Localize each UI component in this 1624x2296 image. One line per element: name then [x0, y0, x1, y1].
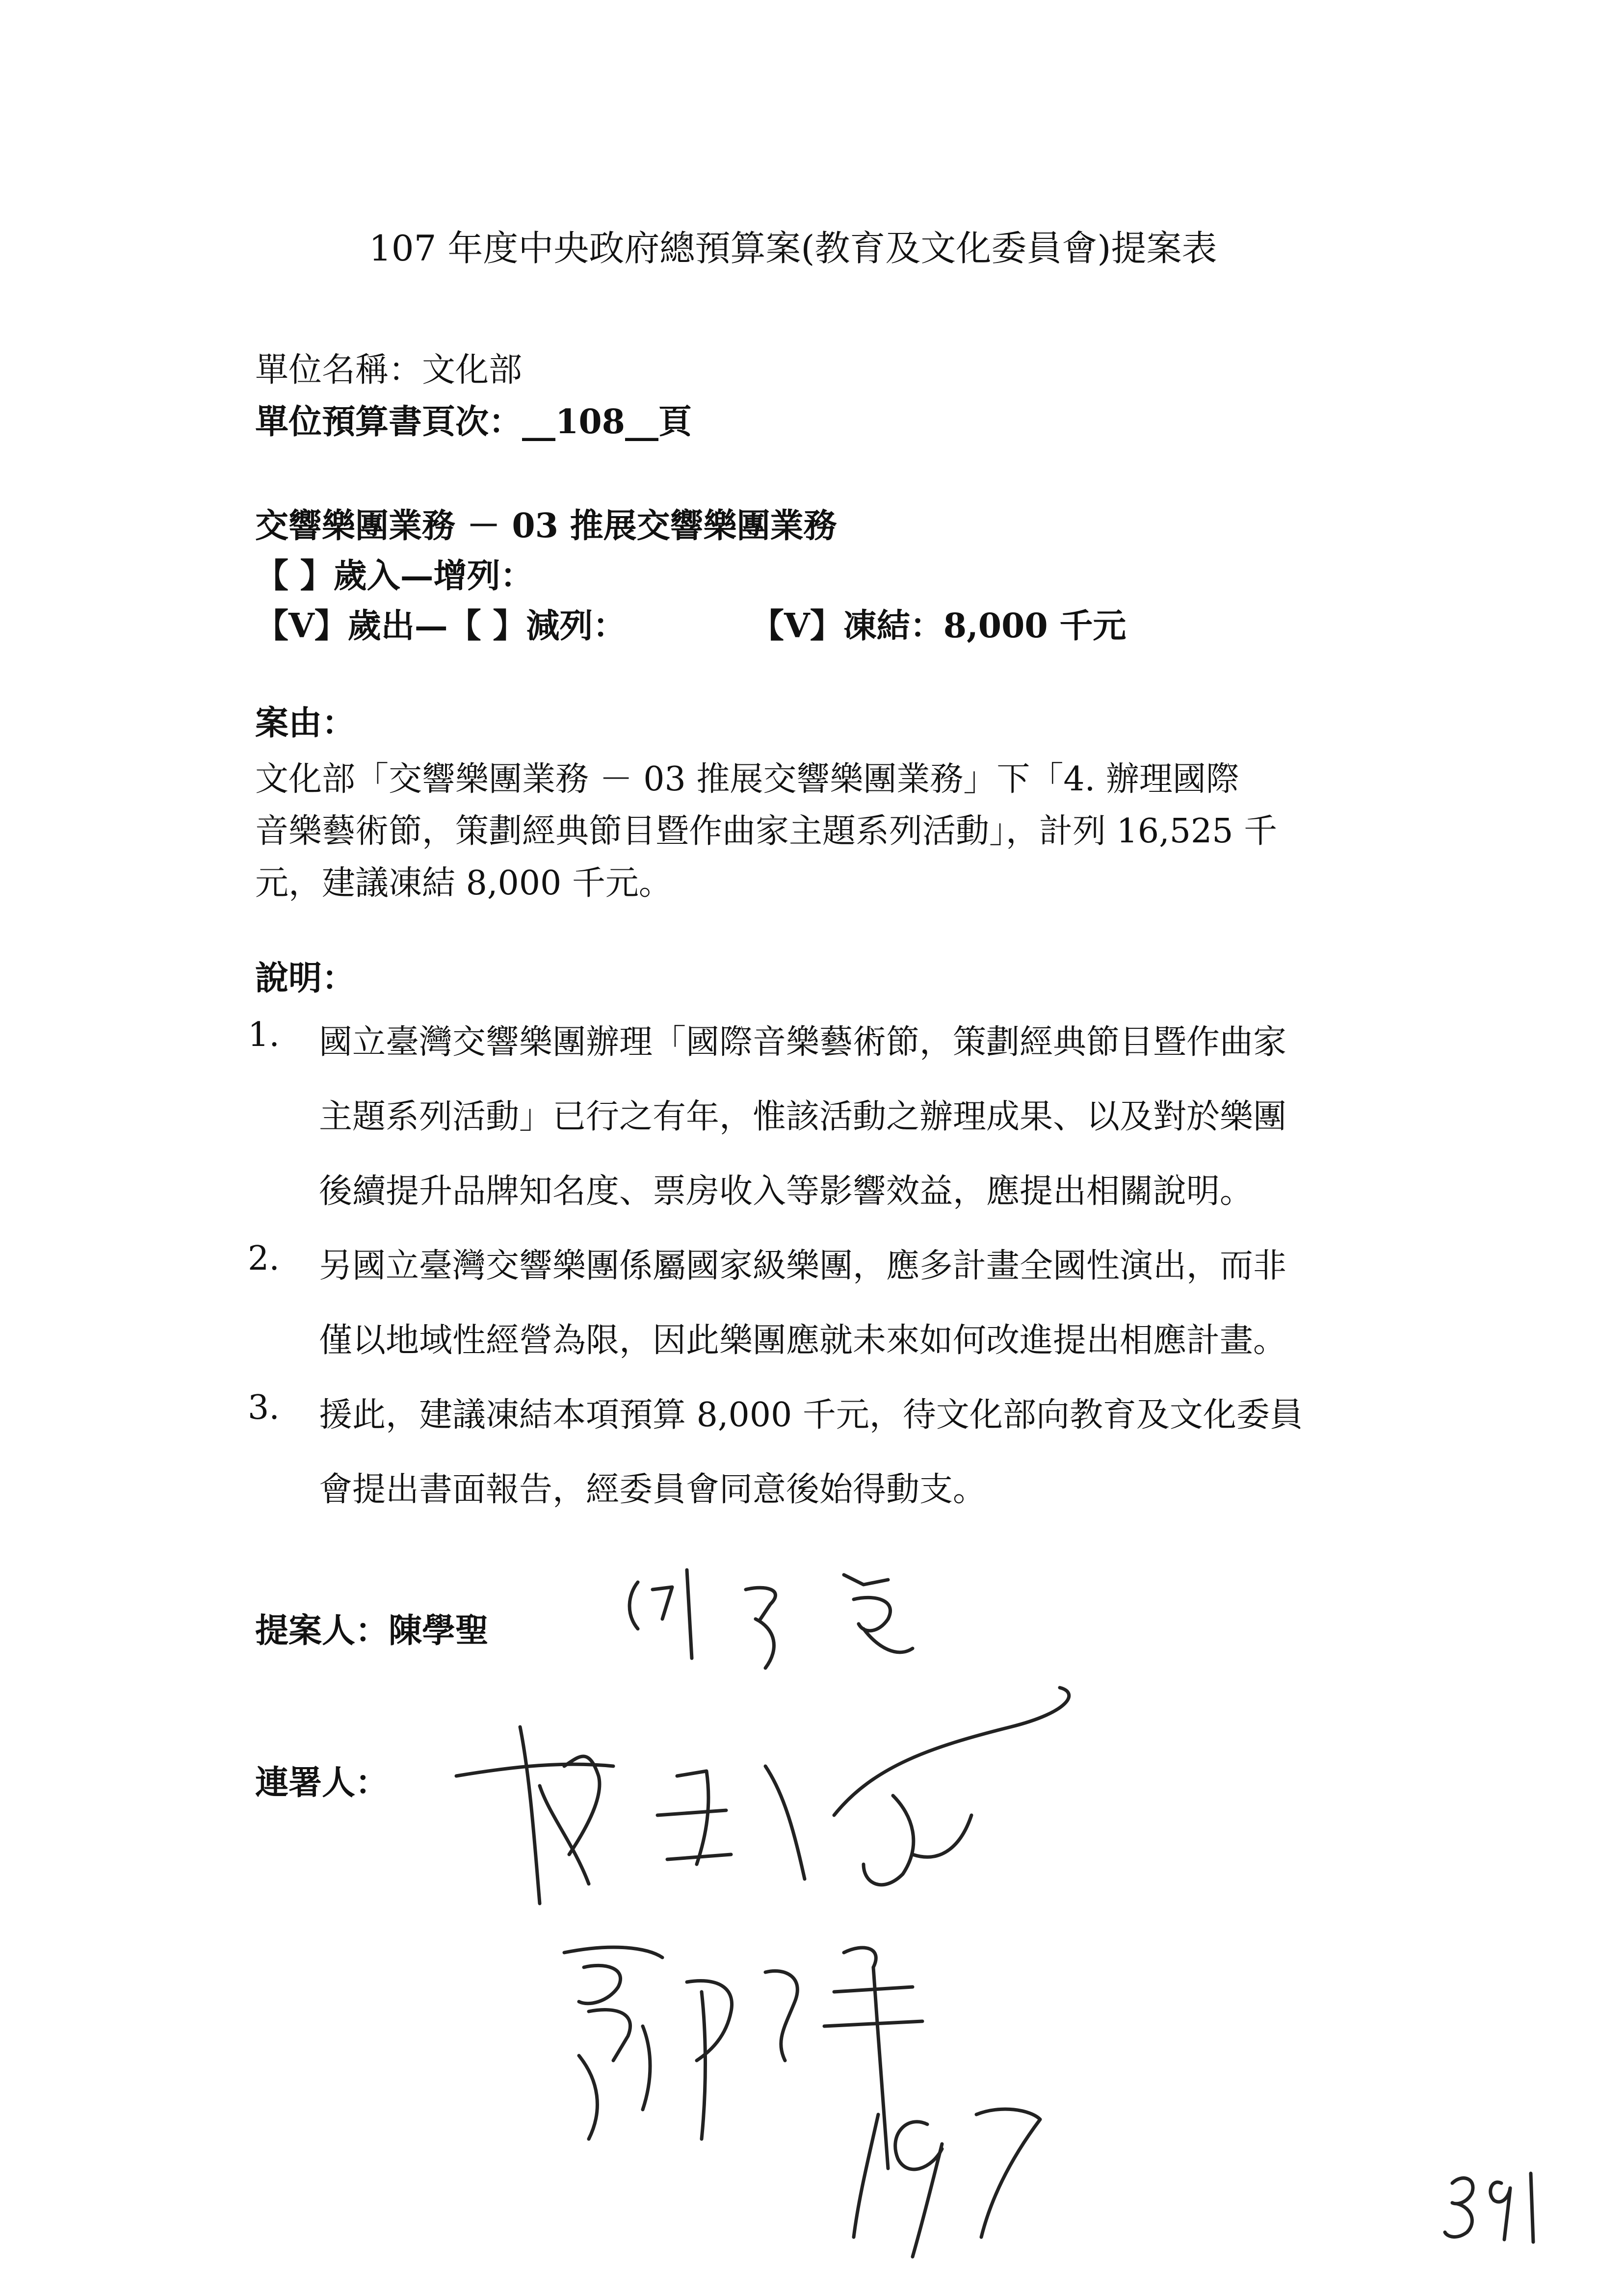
unit-name: 單位名稱：文化部 — [255, 351, 523, 390]
cosigner-signature-2 — [564, 1947, 922, 2168]
proposer-label: 提案人：陳學聖 — [255, 1611, 489, 1650]
reason-heading: 案由： — [255, 704, 356, 743]
explanation-item-number: 2. — [248, 1239, 280, 1278]
document-title: 107 年度中央政府總預算案(教育及文化委員會)提案表 — [369, 228, 1217, 269]
explanation-heading: 說明： — [255, 959, 356, 998]
explanation-item-number: 1. — [248, 1016, 280, 1054]
budget-page-number: 單位預算書頁次：__108__頁 — [255, 402, 692, 442]
reason-line: 元，建議凍結 8,000 千元。 — [255, 864, 672, 903]
explanation-item-line: 另國立臺灣交響樂團係屬國家級樂團，應多計畫全國性演出，而非 — [319, 1247, 1287, 1285]
handwritten-number — [854, 2109, 1040, 2257]
freeze-amount: 【V】凍結：8,000 千元 — [751, 606, 1126, 646]
proposer-signature — [629, 1570, 913, 1668]
explanation-item-line: 主題系列活動」已行之有年，惟該活動之辦理成果、以及對於樂團 — [319, 1097, 1287, 1136]
reason-line: 音樂藝術節，策劃經典節目暨作曲家主題系列活動」，計列 16,525 千 — [255, 812, 1278, 851]
explanation-item-line: 會提出書面報告，經委員會同意後始得動支。 — [319, 1470, 987, 1509]
budget-section: 交響樂團業務 － 03 推展交響樂團業務 — [255, 506, 837, 546]
expenditure-line: 【V】歲出—【 】減列： — [255, 606, 627, 646]
cosigner-signature-1 — [456, 1688, 1069, 1904]
reason-line: 文化部「交響樂團業務 － 03 推展交響樂團業務」下「4. 辦理國際 — [255, 760, 1239, 799]
explanation-item-line: 援此，建議凍結本項預算 8,000 千元，待文化部向教育及文化委員 — [319, 1396, 1303, 1435]
revenue-line: 【 】歲入—增列： — [255, 556, 534, 596]
explanation-item-line: 國立臺灣交響樂團辦理「國際音樂藝術節，策劃經典節目暨作曲家 — [319, 1023, 1287, 1062]
explanation-item-line: 僅以地域性經營為限，因此樂團應就未來如何改進提出相應計畫。 — [319, 1321, 1287, 1360]
explanation-item-number: 3. — [248, 1388, 280, 1427]
page-mark — [1445, 2173, 1533, 2242]
cosigner-label: 連署人： — [255, 1763, 389, 1802]
explanation-item-line: 後續提升品牌知名度、票房收入等影響效益，應提出相關說明。 — [319, 1172, 1254, 1211]
